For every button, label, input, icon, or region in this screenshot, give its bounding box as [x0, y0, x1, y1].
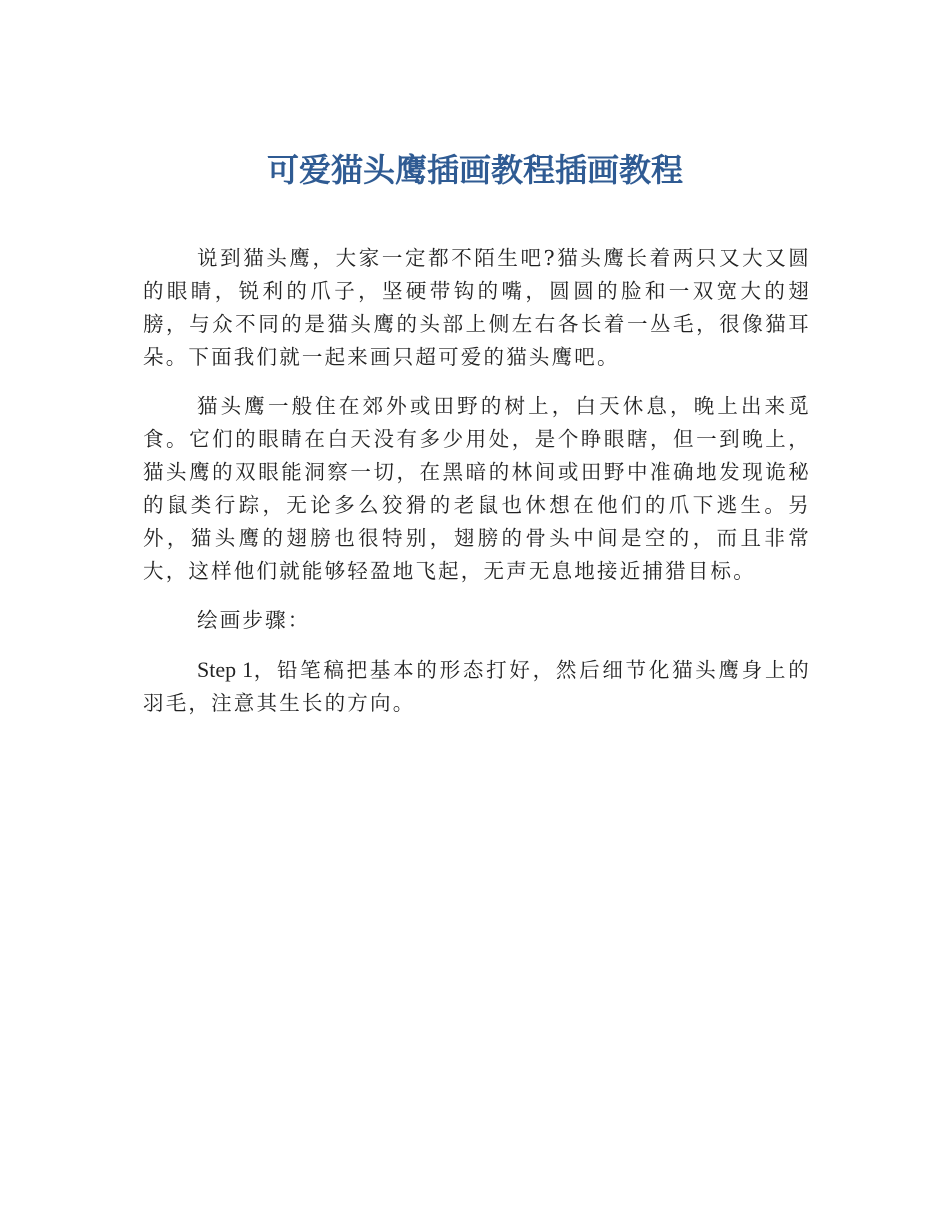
- paragraph-steps-heading: 绘画步骤：: [197, 608, 311, 632]
- step-1-text: ，铅笔稿把基本的形态打好，然后细节化猫头鹰身上的羽毛，注意其生长的方向。: [143, 658, 811, 715]
- step-1-label: Step 1: [197, 657, 254, 682]
- paragraph-step-1: [143, 653, 811, 720]
- paragraph-intro: 说到猫头鹰，大家一定都不陌生吧?猫头鹰长着两只又大又圆的眼睛，锐利的爪子，坚硬带钩的嘴，圆圆的脸和一双宽大的翅膀，与众不同的是猫头鹰的头部上侧左右各长着一丛毛，很像猫耳朵。下面我们就一起来画只超可爱的猫头鹰吧。: [143, 246, 811, 369]
- paragraph-habits: 猫头鹰一般住在郊外或田野的树上，白天休息，晚上出来觅食。它们的眼睛在白天没有多少用处，是个睁眼瞎，但一到晚上，猫头鹰的双眼能洞察一切，在黑暗的林间或田野中准确地发现诡秘的鼠类行踪，无论多么狡猾的老鼠也休想在他们的爪下逃生。另外，猫头鹰的翅膀也很特别，翅膀的骨头中间是空的，而且非常大，这样他们就能够轻盈地飞起，无声无息地接近捕猎目标。: [143, 394, 811, 583]
- document-title: 可爱猫头鹰插画教程插画教程: [266, 151, 683, 189]
- document-body: [143, 242, 811, 736]
